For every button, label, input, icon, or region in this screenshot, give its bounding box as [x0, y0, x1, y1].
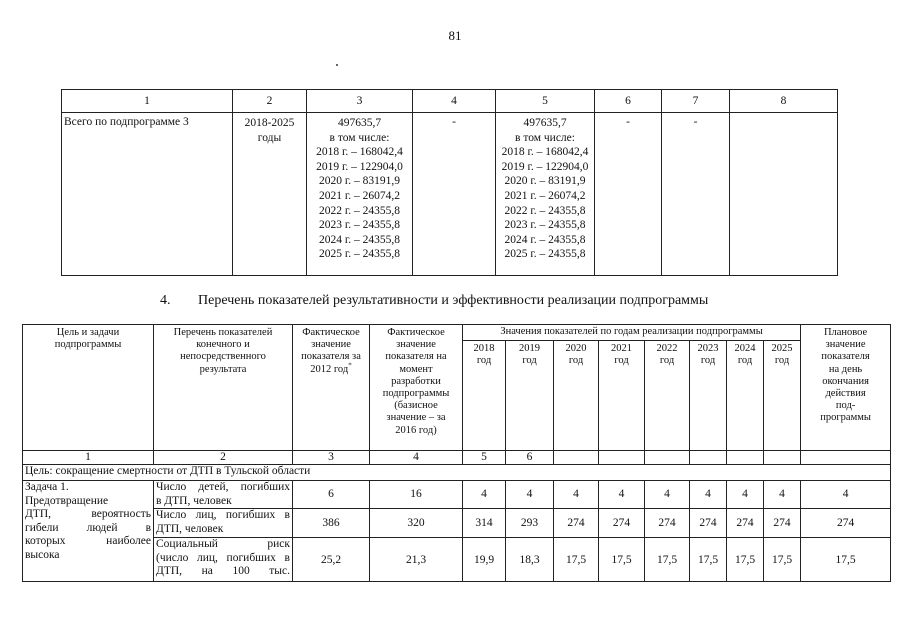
year-value: 17,5 [690, 538, 727, 582]
year-header-line: 2018 [473, 343, 495, 354]
fact-base-header-line: (базисное [394, 400, 438, 412]
period [233, 113, 307, 276]
amount-line: в том числе: [329, 131, 390, 144]
plan-header [801, 325, 891, 451]
fact-base-header-line: Фактическое [387, 327, 445, 338]
year-header-line: год [568, 355, 584, 367]
financing-table [61, 89, 838, 276]
section-heading [160, 293, 800, 309]
period-line: 2018-2025 [244, 117, 295, 129]
indicator-list-header-line: непосредственного [180, 351, 266, 363]
goal-row [23, 465, 891, 481]
years-header: Значения показателей по годам реализации подпрограммы [463, 325, 801, 341]
col-header: 1 [62, 90, 233, 113]
plan-value: 4 [801, 481, 891, 509]
indicator-name [154, 509, 293, 538]
row-name: Всего по подпрограмме 3 [62, 113, 233, 276]
year-header [645, 341, 690, 451]
year-value: 4 [690, 481, 727, 509]
year-header-line: 2019 [519, 343, 540, 354]
amount-line: 2023 г. – 24355,8 [504, 219, 586, 232]
col-header: 8 [730, 90, 838, 113]
year-value: 4 [645, 481, 690, 509]
year-value: 4 [764, 481, 801, 509]
amount-line: 2025 г. – 24355,8 [318, 248, 401, 261]
year-value: 17,5 [554, 538, 599, 582]
footnote-mark: * [348, 361, 352, 370]
indicator-list-header [154, 325, 293, 451]
financing-total-row [62, 113, 838, 276]
year-header-line: 2025 [771, 343, 793, 354]
task-line: ДТП, вероятность [25, 508, 151, 521]
plan-header-line: значение [825, 339, 866, 351]
year-value: 17,5 [727, 538, 764, 582]
goal-header [23, 325, 154, 451]
indicators-header-row [23, 325, 891, 341]
period-line: годы [257, 131, 282, 144]
year-header-line: год [614, 355, 629, 367]
plan-header-line: под- [835, 400, 856, 412]
task-line: Предотвращение [25, 494, 109, 507]
year-value: 4 [599, 481, 645, 509]
year-header-line: год [659, 355, 675, 367]
year-value: 314 [463, 509, 506, 538]
fact-2012-header-line: Фактическое [302, 327, 360, 338]
plan-header-line: программы [820, 412, 871, 424]
fact-base-value: 320 [370, 509, 463, 538]
amount-line: 497635,7 [523, 117, 567, 129]
col-header: 7 [662, 90, 730, 113]
year-value: 19,9 [463, 538, 506, 582]
fact-2012-value: 25,2 [293, 538, 370, 582]
year-header [599, 341, 645, 451]
year-value: 274 [690, 509, 727, 538]
year-header [463, 341, 506, 451]
column-number: 2 [154, 451, 293, 465]
section-title: Перечень показателей результативности и эффективности реализации подпрограммы [198, 293, 709, 308]
amount-line: 497635,7 [337, 117, 382, 129]
year-header-line: 2023 [697, 343, 719, 354]
fact-2012-header-line: значение [311, 339, 351, 351]
amount-line: 2020 г. – 83191,9 [504, 175, 586, 188]
col6-value: - [595, 113, 662, 276]
amount-line: 2023 г. – 24355,8 [318, 219, 401, 232]
column-number-row [23, 451, 891, 465]
indicator-row [23, 509, 891, 538]
fact-2012-header-line: 2012 год* [310, 361, 352, 375]
col4-value: - [413, 113, 496, 276]
year-header [554, 341, 599, 451]
fact-base-header-line: значение [396, 339, 436, 351]
year-value: 4 [463, 481, 506, 509]
amount-line: 2020 г. – 83191,9 [318, 175, 401, 188]
year-header-line: год [737, 355, 753, 367]
year-value: 17,5 [764, 538, 801, 582]
year-value: 274 [599, 509, 645, 538]
plan-header-line: окончания [822, 375, 869, 387]
task-line: гибели людей в [25, 521, 151, 534]
amount-line: 2018 г. – 168042,4 [501, 146, 589, 159]
column-number: 4 [370, 451, 463, 465]
plan-header-line: показателя [821, 351, 870, 363]
year-value: 4 [727, 481, 764, 509]
amount-line: 2021 г. – 26074,2 [504, 189, 586, 202]
goal-text: Цель: сокращение смертности от ДТП в Тульской области [23, 465, 891, 481]
indicator-name [154, 481, 293, 509]
year-value: 293 [506, 509, 554, 538]
year-header-line: год [700, 355, 716, 367]
year-value: 4 [506, 481, 554, 509]
year-header-line: 2021 [611, 343, 632, 354]
amount-line: в том числе: [515, 131, 575, 144]
fact-2012-header [293, 325, 370, 451]
year-header [727, 341, 764, 451]
column-number [801, 451, 891, 465]
fact-2012-header-line: показателя за [301, 351, 361, 363]
amount-line: 2021 г. – 26074,2 [318, 189, 401, 202]
col7-value: - [662, 113, 730, 276]
indicator-name-line: Число детей, погибших [156, 481, 290, 493]
amount-line: 2022 г. – 24355,8 [318, 204, 401, 217]
plan-value: 274 [801, 509, 891, 538]
amount-line: 2019 г. – 122904,0 [316, 160, 403, 173]
fact-base-header-line: подпрограммы [382, 388, 450, 400]
amount-line: 2019 г. – 122904,0 [501, 160, 589, 173]
amount-line: 2018 г. – 168042,4 [316, 146, 403, 159]
year-value: 274 [727, 509, 764, 538]
column-number: 6 [506, 451, 554, 465]
fact-base-header-line: значение – за [386, 412, 446, 424]
fact-base-header-line: момент [399, 363, 433, 375]
year-header [764, 341, 801, 451]
section-number: 4. [160, 293, 171, 308]
fact-base-header-line: 2016 год) [395, 424, 437, 436]
fact-base-header-line: показателя на [385, 351, 447, 363]
column-number [690, 451, 727, 465]
amount-line: 2024 г. – 24355,8 [318, 233, 401, 246]
fact-base-value: 16 [370, 481, 463, 509]
year-header-line: 2022 [656, 343, 678, 354]
year-header-line: 2024 [734, 343, 756, 354]
year-header [690, 341, 727, 451]
year-value: 17,5 [645, 538, 690, 582]
amount-line: 2022 г. – 24355,8 [504, 204, 586, 217]
indicator-name-line: Число лиц, погибших в [156, 509, 290, 522]
task-line: высока [25, 548, 60, 561]
year-header [506, 341, 554, 451]
column-number [727, 451, 764, 465]
amount-line: 2025 г. – 24355,8 [504, 248, 586, 261]
col-header: 3 [307, 90, 413, 113]
column-number: 5 [463, 451, 506, 465]
year-header-line: год [476, 355, 492, 367]
column-number: 1 [23, 451, 154, 465]
col-header: 5 [496, 90, 595, 113]
year-value: 274 [645, 509, 690, 538]
col8-value [730, 113, 838, 276]
indicator-list-header-line: результата [199, 363, 247, 375]
fact-base-value: 21,3 [370, 538, 463, 582]
year-header-line: 2020 [565, 343, 587, 354]
indicator-name-line: Социальный риск [156, 538, 290, 551]
task-cell [23, 481, 154, 582]
indicator-list-header-line: конечного и [196, 339, 250, 351]
year-value: 17,5 [599, 538, 645, 582]
year-value: 274 [554, 509, 599, 538]
year-value: 18,3 [506, 538, 554, 582]
plan-header-line: Плановое [823, 327, 868, 338]
task-line: которых наиболее [25, 535, 151, 548]
indicator-row [23, 481, 891, 509]
column-number: 3 [293, 451, 370, 465]
indicator-name [154, 538, 293, 582]
column-number [599, 451, 645, 465]
col-header: 6 [595, 90, 662, 113]
indicator-name-line: ДТП, человек [156, 522, 224, 535]
plan-header-line: на день [828, 363, 863, 375]
total-amount-repeat [496, 113, 595, 276]
plan-value: 17,5 [801, 538, 891, 582]
indicator-name-line: в ДТП, человек [156, 494, 232, 507]
year-value: 4 [554, 481, 599, 509]
year-header-line: год [774, 355, 790, 367]
plan-header-line: действия [825, 388, 866, 400]
year-header-line: год [522, 355, 537, 367]
fact-base-header [370, 325, 463, 451]
indicators-table [22, 324, 891, 582]
column-number [764, 451, 801, 465]
indicator-name-line: (число лиц, погибших в [156, 551, 290, 564]
indicator-name-line: ДТП, на 100 тыс. [156, 565, 290, 578]
col-header: 4 [413, 90, 496, 113]
scan-dot [336, 64, 338, 66]
goal-header-text: Цель и задачи подпрограммы [54, 327, 122, 351]
financing-header-row [62, 90, 838, 113]
fact-2012-value: 6 [293, 481, 370, 509]
year-value: 274 [764, 509, 801, 538]
total-amount [307, 113, 413, 276]
indicator-row [23, 538, 891, 582]
fact-2012-value: 386 [293, 509, 370, 538]
fact-base-header-line: разработки [391, 375, 441, 387]
indicator-list-header-line: Перечень показателей [173, 327, 273, 338]
column-number [645, 451, 690, 465]
task-line: Задача 1. [25, 481, 69, 493]
col-header: 2 [233, 90, 307, 113]
page-number: 81 [448, 28, 462, 43]
column-number [554, 451, 599, 465]
amount-line: 2024 г. – 24355,8 [504, 233, 586, 246]
